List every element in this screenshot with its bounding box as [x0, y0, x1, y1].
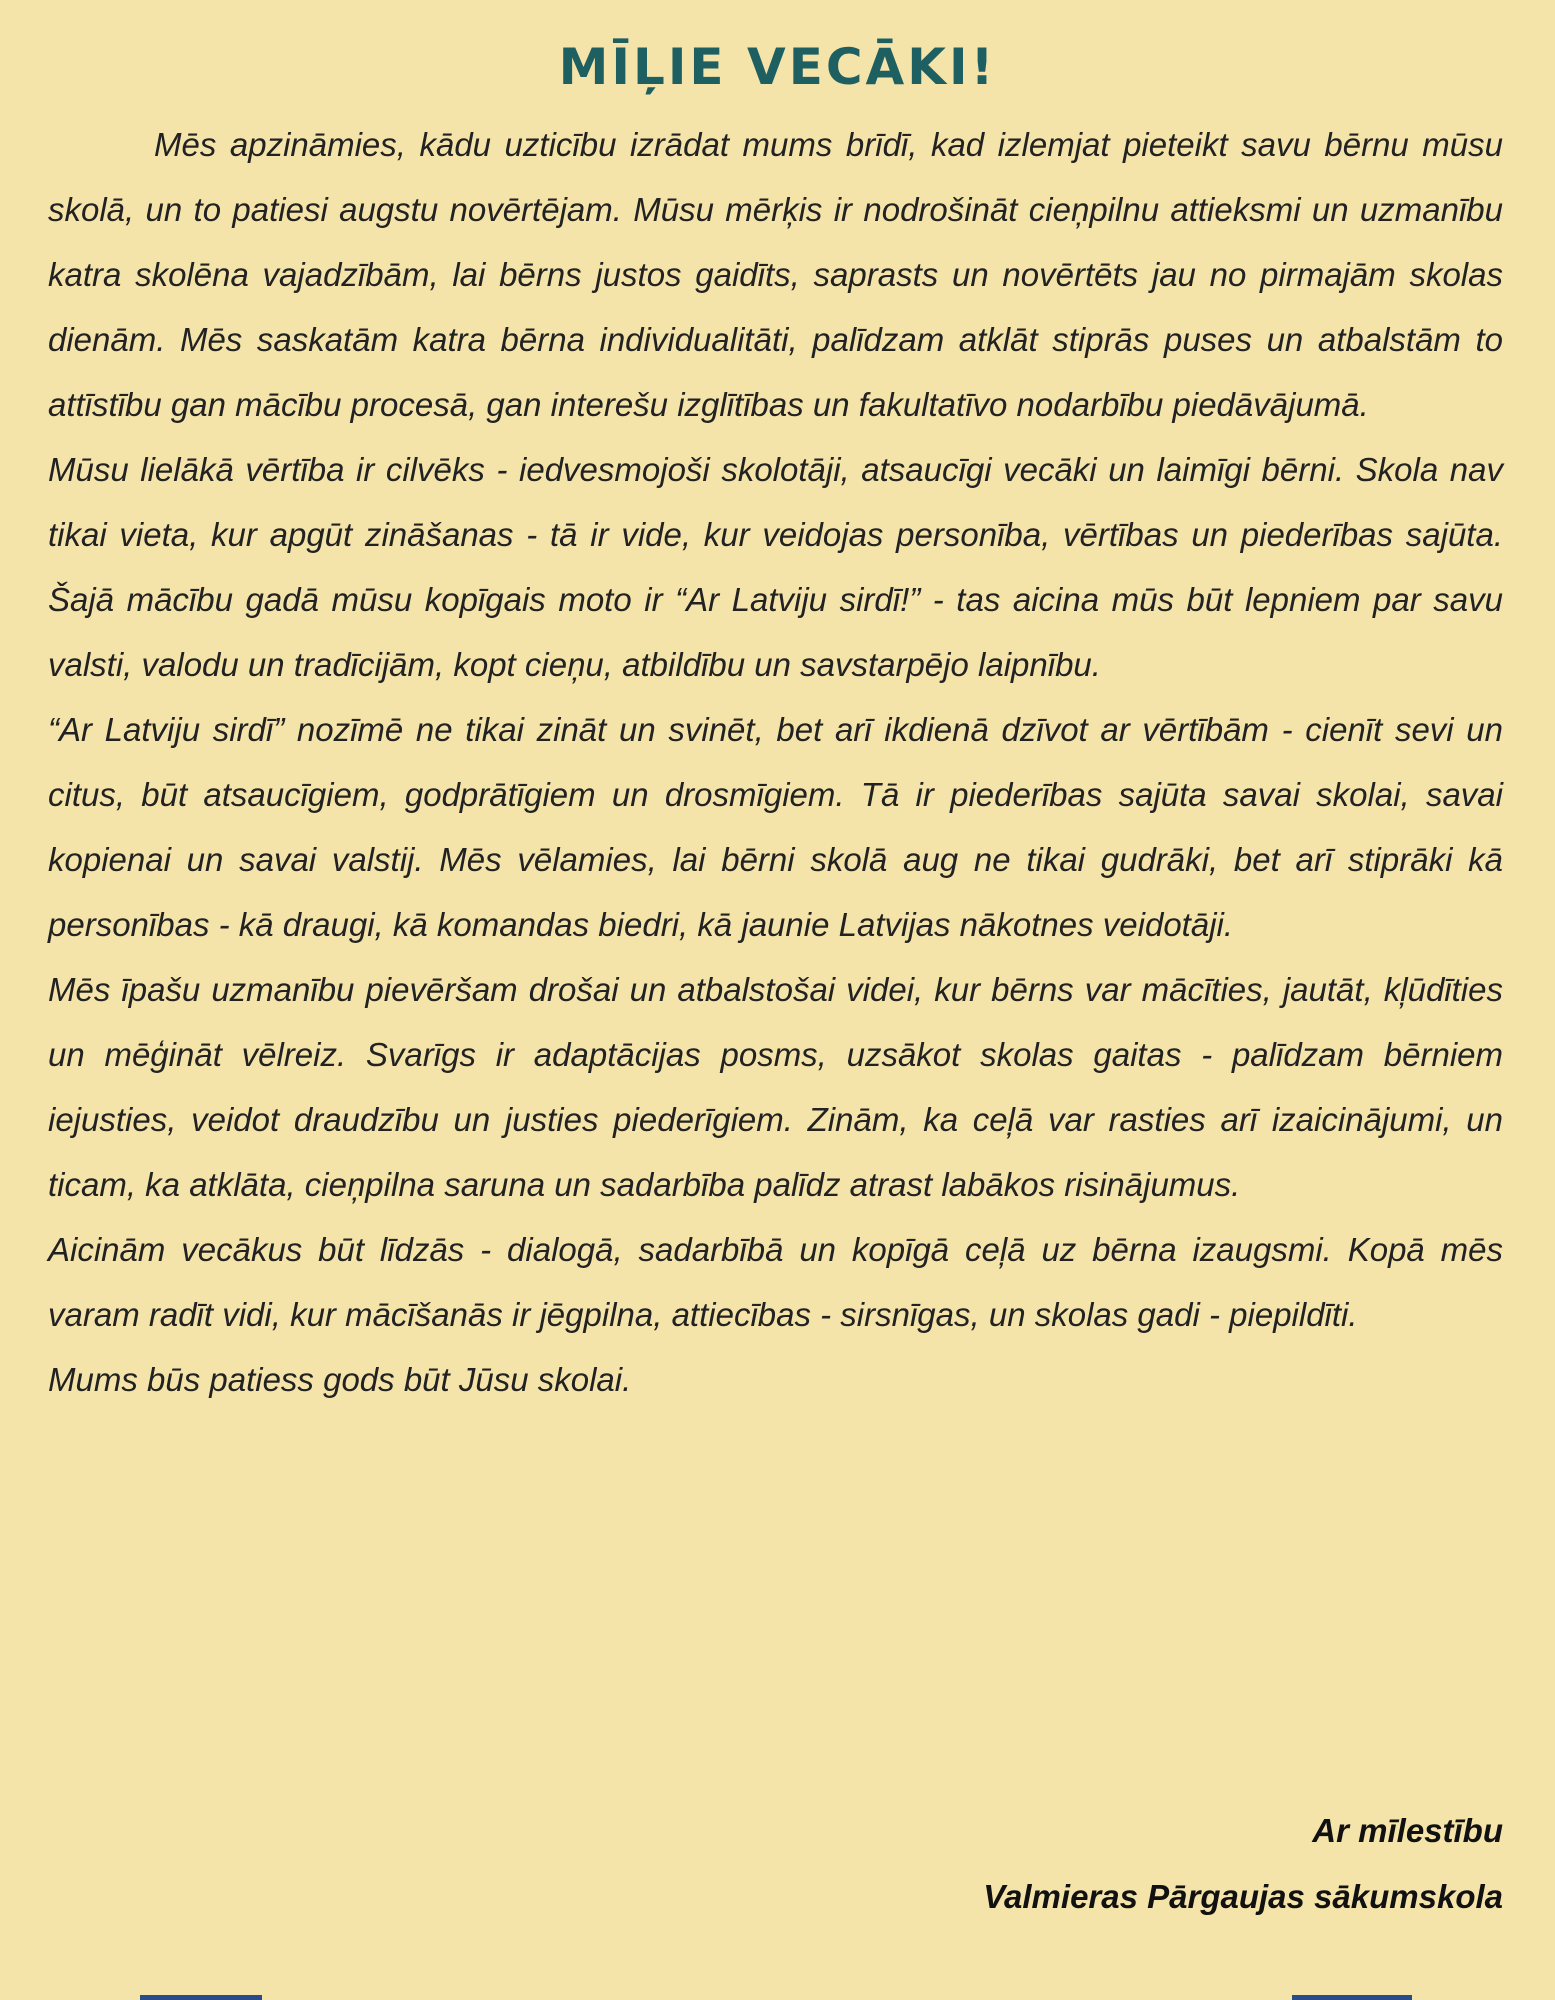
- paragraph-intro: Mēs apzināmies, kādu uzticību izrādat mums brīdī, kad izlemjat pieteikt savu bērnu mūsu skolā, un to patiesi augstu novērtējam. Mūsu mērķis ir nodrošināt cieņpilnu attieksmi un uzmanību katra skolēna vajadzībām, lai bērns justos gaidīts, saprasts un novērtēts jau no pirmajām skolas dienām. Mēs saskatām katra bērna individualitāti, palīdzam atklāt stiprās puses un atbalstām to attīstību gan mācību procesā, gan interešu izglītības un fakultatīvo nodarbību piedāvājumā.: [48, 126, 1503, 423]
- paragraph-values: Mūsu lielākā vērtība ir cilvēks - iedvesmojoši skolotāji, atsaucīgi vecāki un laimīgi bērni. Skola nav tikai vieta, kur apgūt zināšanas - tā ir vide, kur veidojas personība, vērtības un piederības sajūta. Šajā mācību gadā mūsu kopīgais moto ir “Ar Latviju sirdī!” - tas aicina mūs būt lepniem par savu valsti, valodu un tradīcijām, kopt cieņu, atbildību un savstarpējo laipnību.: [48, 451, 1503, 683]
- signature-closing: Ar mīlestību: [1312, 1812, 1503, 1849]
- page-title: MĪĻIE VECĀKI!: [558, 38, 997, 96]
- footer-accent-left: [140, 1995, 262, 2000]
- paragraph-motto: “Ar Latviju sirdī” nozīmē ne tikai zināt un svinēt, bet arī ikdienā dzīvot ar vērtībām - cienīt sevi un citus, būt atsaucīgiem, godprātīgiem un drosmīgiem. Tā ir piederības sajūta savai skolai, savai kopienai un savai valstij. Mēs vēlamies, lai bērni skolā aug ne tikai gudrāki, bet arī stiprāki kā personības - kā draugi, kā komandas biedri, kā jaunie Latvijas nākotnes veidotāji.: [48, 711, 1503, 943]
- paragraph-environment: Mēs īpašu uzmanību pievēršam drošai un atbalstošai videi, kur bērns var mācīties, jautāt, kļūdīties un mēģināt vēlreiz. Svarīgs ir adaptācijas posms, uzsākot skolas gaitas - palīdzam bērniem iejusties, veidot draudzību un justies piederīgiem. Zinām, ka ceļā var rasties arī izaicinājumi, un ticam, ka atklāta, cieņpilna saruna un sadarbība palīdz atrast labākos risinājumus.: [48, 971, 1503, 1203]
- signature-school: Valmieras Pārgaujas sākumskola: [983, 1878, 1503, 1915]
- paragraph-closing: Mums būs patiess gods būt Jūsu skolai.: [48, 1361, 632, 1398]
- paragraph-invitation: Aicinām vecākus būt līdzās - dialogā, sadarbībā un kopīgā ceļā uz bērna izaugsmi. Kopā mēs varam radīt vidi, kur mācīšanās ir jēgpilna, attiecības - sirsnīgas, un skolas gadi - piepildīti.: [48, 1231, 1503, 1333]
- letter-body: [48, 112, 1503, 1412]
- footer-accent-right: [1292, 1995, 1412, 2000]
- signature-block: [983, 1798, 1503, 1930]
